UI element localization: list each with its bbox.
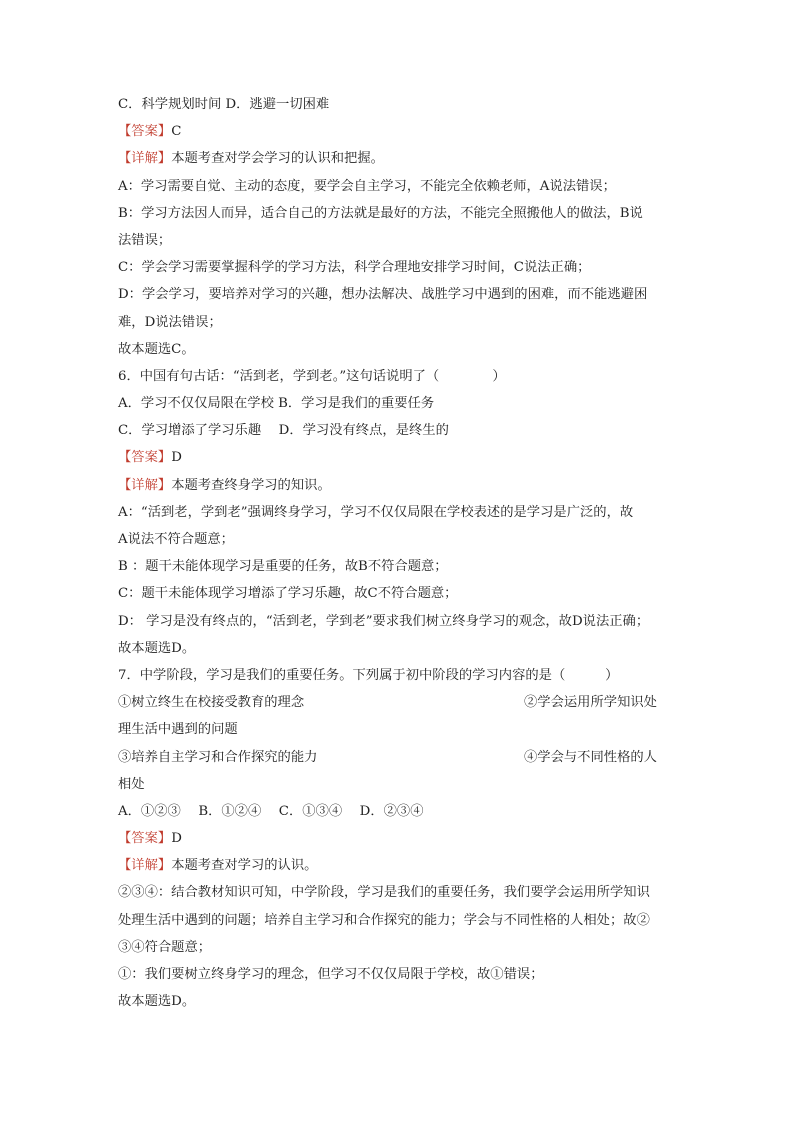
answer-tag: 【答案】 <box>118 124 172 140</box>
q7-stem: 7．中学阶段，学习是我们的重要任务。下列属于初中阶段的学习内容的是（ ） <box>118 667 619 683</box>
q5-detail-line <box>118 145 678 172</box>
q5-answer: C <box>171 124 182 140</box>
q6-detail-text: D： 学习是没有终点的，“活到老，学到老”要求我们树立终身学习的观念，故D说法正确； <box>118 613 650 629</box>
q5-detail-text: 法错误； <box>118 232 172 248</box>
q5-detail-text: D：学会学习，要培养对学习的兴趣，想办法解决、战胜学习中遇到的困难，而不能逃避困 <box>118 287 648 303</box>
q5-options-cd: C．科学规划时间 D．逃避一切困难 <box>118 97 330 112</box>
q6-detail-intro: 本题考查终身学习的知识。 <box>171 477 331 493</box>
q6-detail-text: A说法不符合题意； <box>118 532 234 547</box>
q7-item-4: ④学会与不同性格的人 <box>524 749 657 765</box>
q7-item-1: ①树立终生在校接受教育的理念 <box>118 695 305 711</box>
q7-detail-text: ①：我们要树立终身学习的理念，但学习不仅仅局限于学校，故①错误； <box>118 967 544 982</box>
q7-detail-line <box>118 852 678 879</box>
q5-conclusion: 故本题选C。 <box>118 341 195 357</box>
q6-answer: D <box>171 450 182 466</box>
q7-answer-line <box>118 825 678 852</box>
q6-stem: 6．中国有句古话：“活到老，学到老。”这句话说明了（ ） <box>118 368 506 384</box>
q7-items-row-2 <box>118 744 678 771</box>
q7-item-2-continued: 理生活中遇到的问题 <box>118 722 238 738</box>
q5-detail-text: B：学习方法因人而异，适合自己的方法就是最好的方法，不能完全照搬他人的做法，B说 <box>118 205 643 221</box>
q5-detail-text: C：学会学习需要掌握科学的学习方法，科学合理地安排学习时间，C说法正确； <box>118 260 591 276</box>
q6-detail-text: C：题干未能体现学习增添了学习乐趣，故C不符合题意； <box>118 586 458 602</box>
q7-detail-text: ②③④：结合教材知识可知，中学阶段，学习是我们的重要任务，我们要学会运用所学知识 <box>118 885 650 901</box>
q7-answer: D <box>171 831 182 847</box>
q6-options-cd: C．学习增添了学习乐趣 D．学习没有终点，是终生的 <box>118 423 449 439</box>
q6-answer-line <box>118 444 678 471</box>
q5-answer-line <box>118 118 678 145</box>
q6-options-ab: A．学习不仅仅局限在学校 B．学习是我们的重要任务 <box>118 396 435 412</box>
q7-choices: A．①②③ B．①②④ C．①③④ D．②③④ <box>118 803 424 819</box>
answer-tag: 【答案】 <box>118 450 172 466</box>
q5-detail-text: A：学习需要自觉、主动的态度，要学会自主学习，不能完全依赖老师，A说法错误； <box>118 178 616 194</box>
detail-tag: 【详解】 <box>118 151 172 167</box>
document-page <box>118 91 678 1015</box>
q6-detail-text: B ：题干未能体现学习是重要的任务，故B不符合题意； <box>118 559 448 575</box>
q7-item-2: ②学会运用所学知识处 <box>524 695 657 711</box>
detail-tag: 【详解】 <box>118 477 172 493</box>
answer-tag: 【答案】 <box>118 831 172 847</box>
q7-detail-text: ③④符合题意； <box>118 939 212 955</box>
q7-detail-intro: 本题考查对学习的认识。 <box>171 858 318 874</box>
q7-conclusion: 故本题选D。 <box>118 994 196 1010</box>
q5-detail-intro: 本题考查对学会学习的认识和把握。 <box>171 151 384 167</box>
q7-items-row-1 <box>118 689 678 716</box>
q7-detail-text: 处理生活中遇到的问题；培养自主学习和合作探究的能力；学会与不同性格的人相处；故② <box>118 912 650 928</box>
q7-item-4-continued: 相处 <box>118 776 145 792</box>
detail-tag: 【详解】 <box>118 858 172 874</box>
q7-item-3: ③培养自主学习和合作探究的能力 <box>118 749 318 765</box>
q6-detail-text: A：“活到老，学到老”强调终身学习，学习不仅仅局限在学校表述的是学习是广泛的，故 <box>118 504 634 520</box>
q6-conclusion: 故本题选D。 <box>118 640 196 656</box>
q5-detail-text: 难，D说法错误； <box>118 314 222 330</box>
q6-detail-line <box>118 472 678 499</box>
